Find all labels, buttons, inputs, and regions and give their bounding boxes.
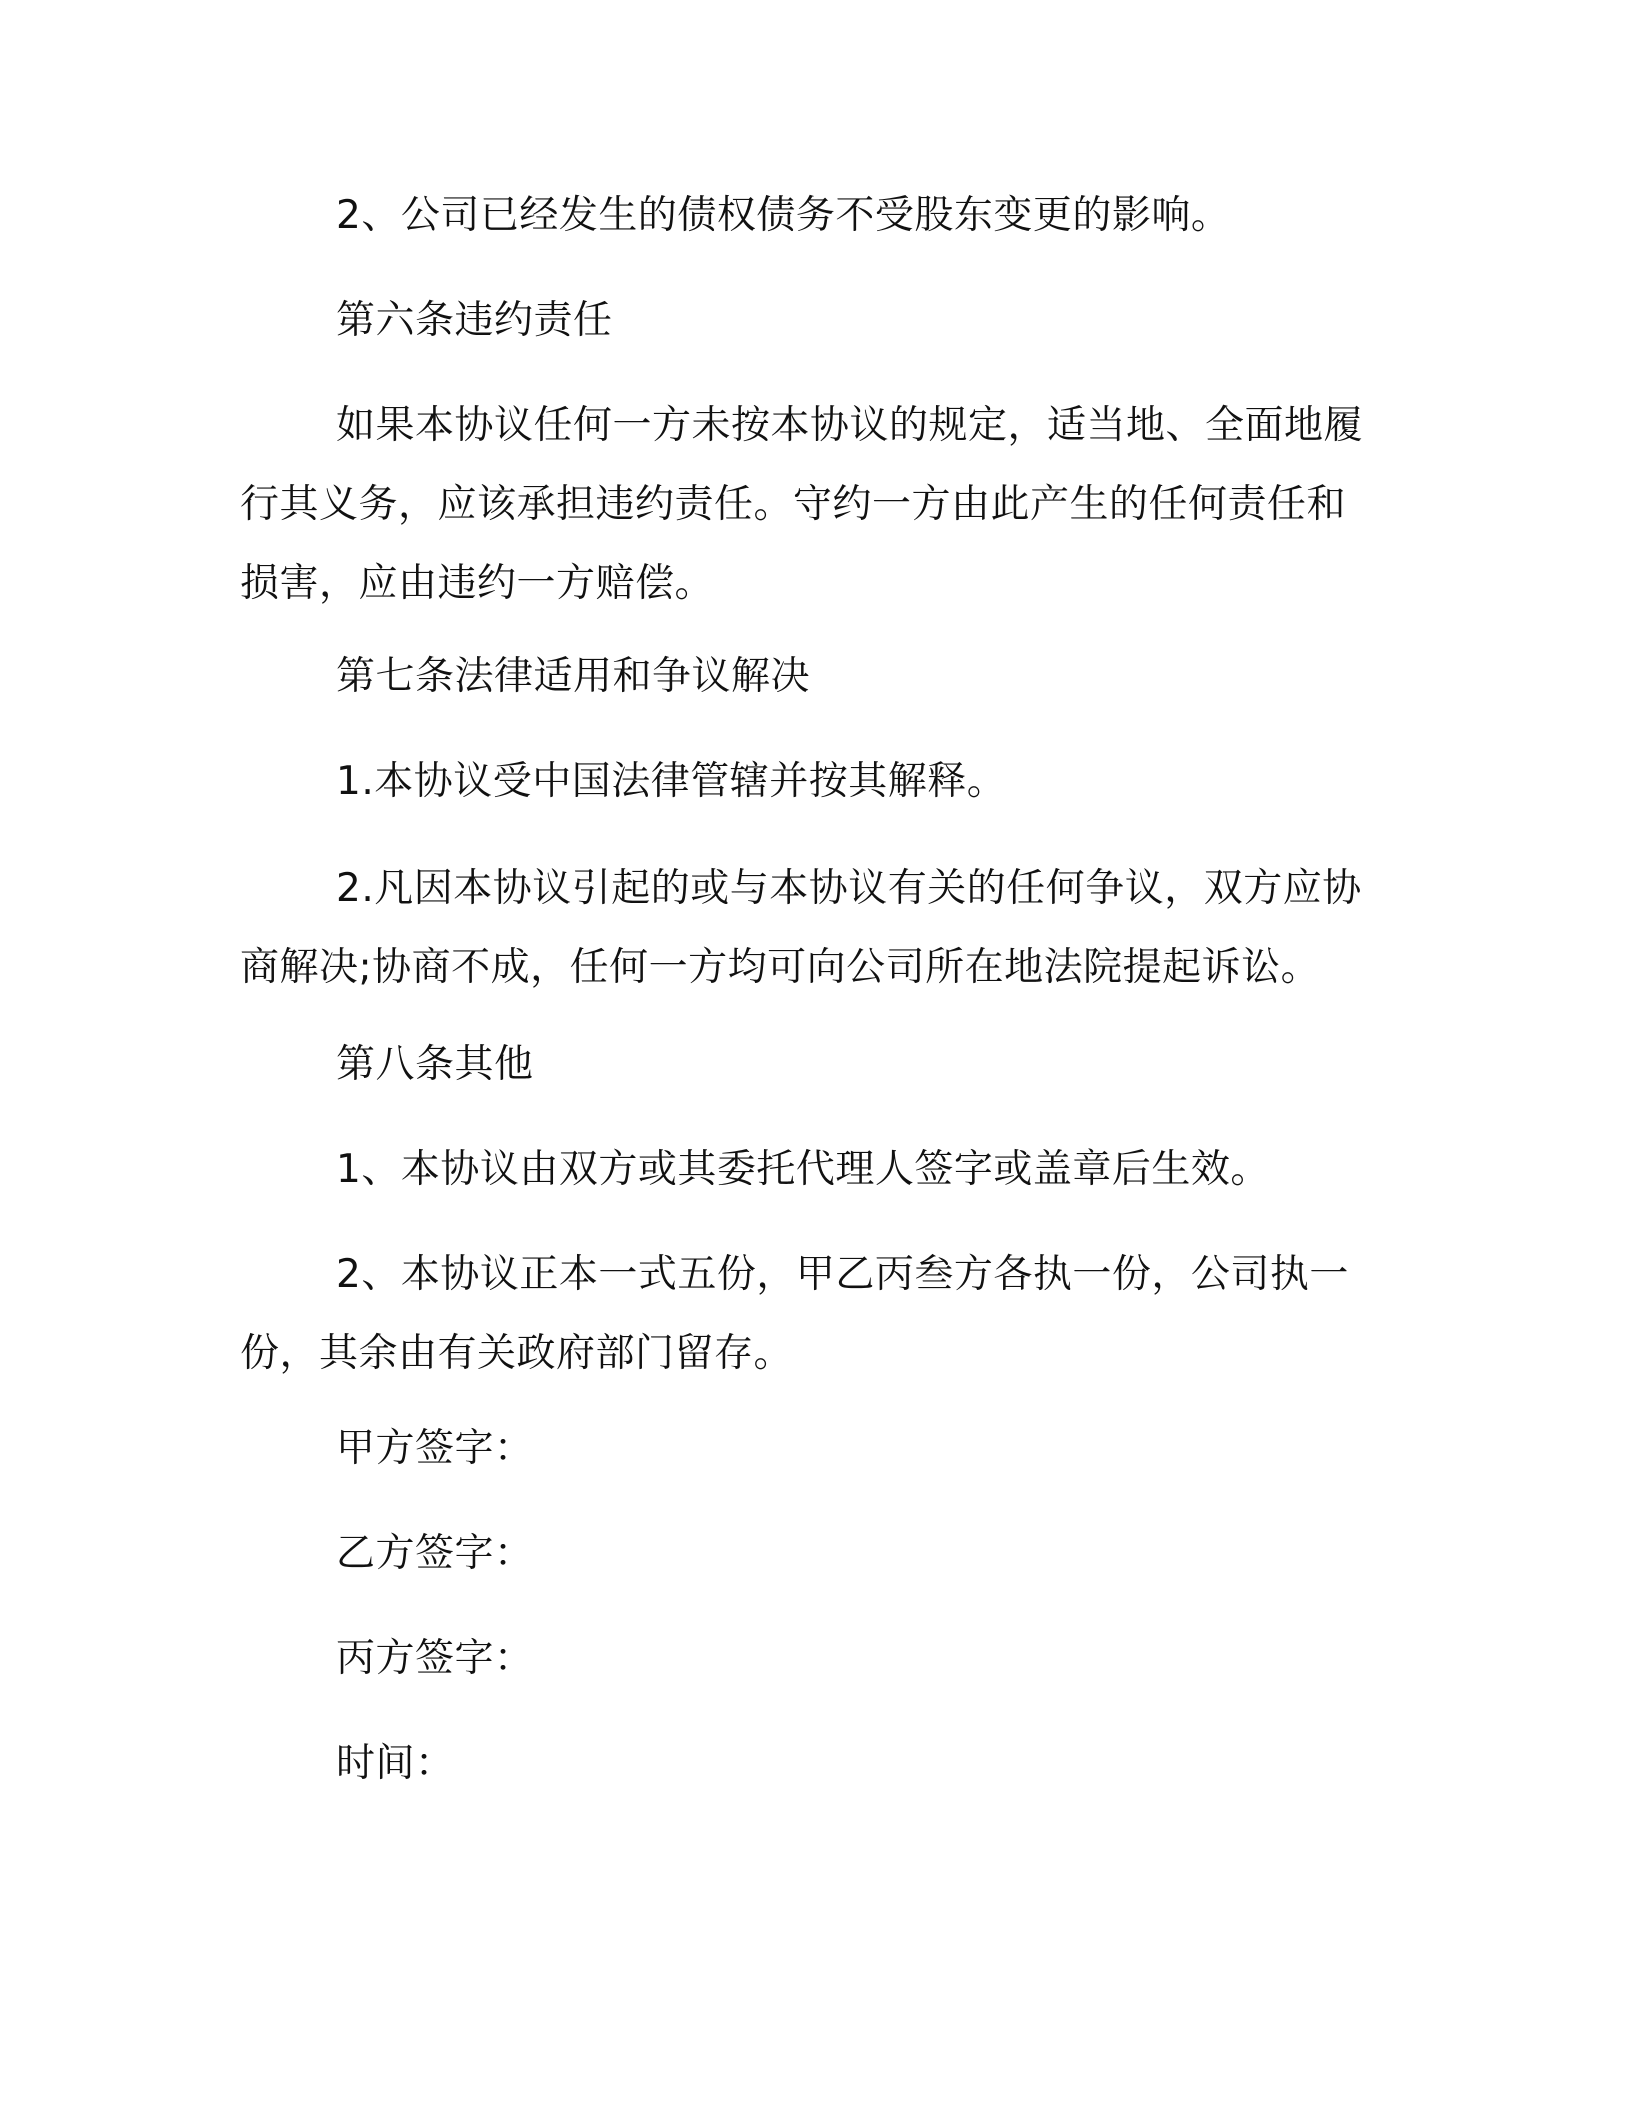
party-b-signature-label: 乙方签字：: [336, 1531, 534, 1576]
article-7-item-1: 1.本协议受中国法律管辖并按其解释。: [336, 759, 1007, 804]
article-6-body: 如果本协议任何一方未按本协议的规定，适当地、全面地履行其义务，应该承担违约责任。守约一方由此产生的任何责任和损害，应由违约一方赔偿。: [240, 403, 1364, 606]
article-6-heading: 第六条违约责任: [336, 298, 613, 343]
article-8-item-1: 1、本协议由双方或其委托代理人签字或盖章后生效。: [336, 1147, 1270, 1192]
article-8-item-2: 2、本协议正本一式五份，甲乙丙叁方各执一份，公司执一份，其余由有关政府部门留存。: [240, 1252, 1349, 1376]
date-label: 时间：: [336, 1741, 455, 1786]
article-7-item-2: 2.凡因本协议引起的或与本协议有关的任何争议，双方应协商解决;协商不成，任何一方均可向公司所在地法院提起诉讼。: [240, 866, 1362, 990]
clause-5-item-2: 2、公司已经发生的债权债务不受股东变更的影响。: [336, 193, 1231, 238]
article-7-heading: 第七条法律适用和争议解决: [336, 654, 811, 699]
article-8-heading: 第八条其他: [336, 1042, 534, 1087]
party-a-signature-label: 甲方签字：: [336, 1426, 534, 1471]
party-c-signature-label: 丙方签字：: [336, 1636, 534, 1681]
